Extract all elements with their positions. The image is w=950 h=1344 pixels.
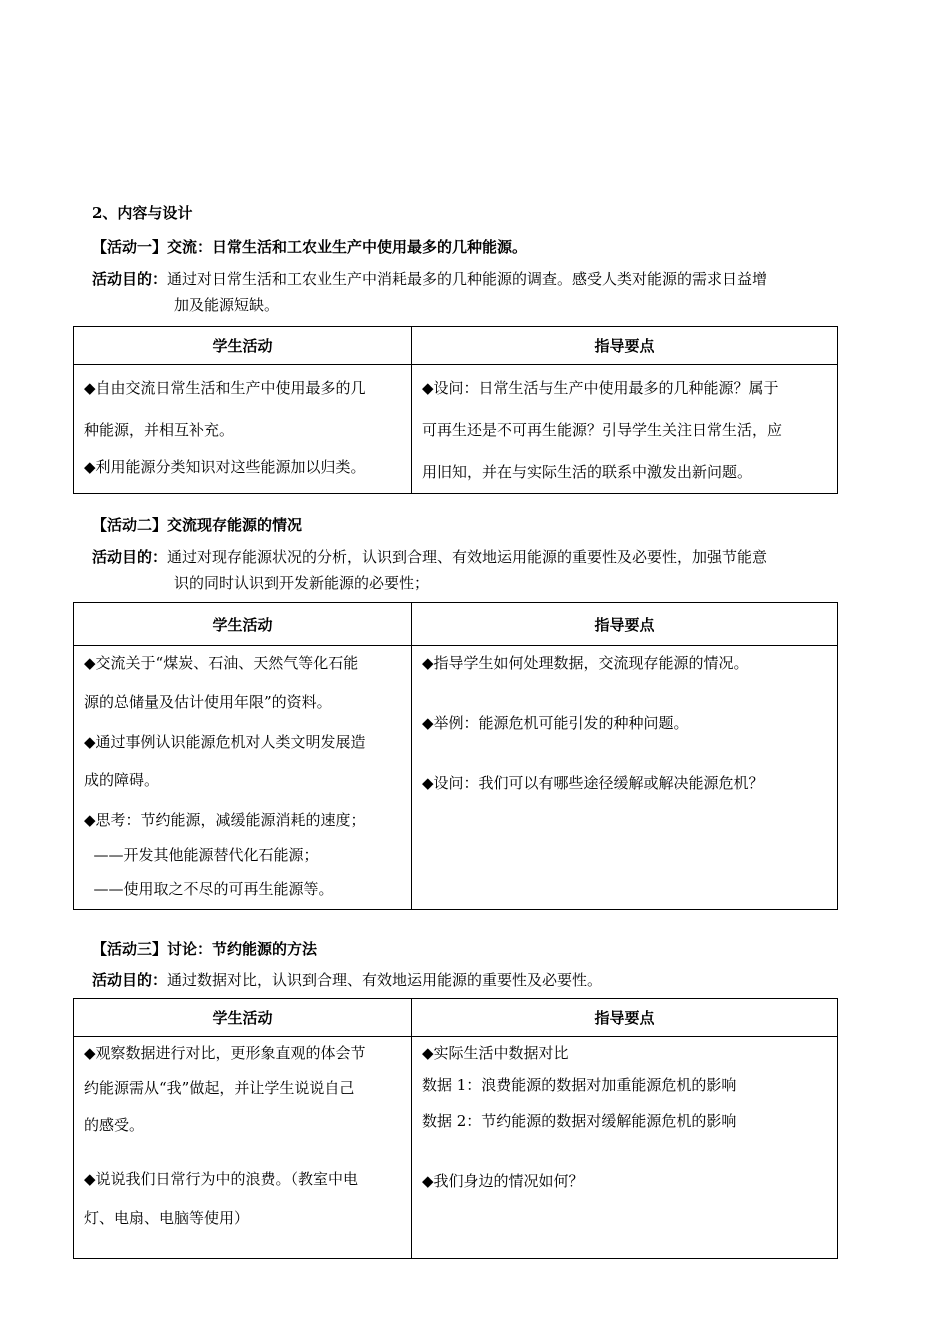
activity1-guide-line: 可再生还是不可再生能源？引导学生关注日常生活，应 <box>422 421 783 439</box>
activity2-title: 【活动二】交流现存能源的情况 <box>92 516 303 534</box>
activity3-guide-cell <box>412 1037 838 1259</box>
activity1-student-line: ◆自由交流日常生活和生产中使用最多的几 <box>84 379 366 397</box>
activity1-header-guide: 指导要点 <box>412 327 838 365</box>
activity2-purpose-label: 活动目的： <box>92 548 168 566</box>
activity2-student-line: 源的总储量及估计使用年限”的资料。 <box>84 693 332 711</box>
activity1-purpose-line2: 加及能源短缺。 <box>174 296 280 314</box>
activity3-student-line: 约能源需从“我”做起，并让学生说说自己 <box>84 1079 355 1097</box>
activity3-student-line: ◆说说我们日常行为中的浪费。（教室中电 <box>84 1170 359 1188</box>
activity3-guide-line: 数据 2：节约能源的数据对缓解能源危机的影响 <box>422 1112 737 1130</box>
activity1-guide-line: 用旧知，并在与实际生活的联系中激发出新问题。 <box>422 463 753 481</box>
activity3-student-cell <box>74 1037 412 1259</box>
activity2-student-line: ◆交流关于“煤炭、石油、天然气等化石能 <box>84 654 359 672</box>
activity3-student-line: ◆观察数据进行对比，更形象直观的体会节 <box>84 1044 366 1062</box>
activity2-student-line: ◆通过事例认识能源危机对人类文明发展造 <box>84 733 366 751</box>
activity3-guide-line: ◆实际生活中数据对比 <box>422 1044 569 1062</box>
activity1-guide-cell <box>412 365 838 494</box>
activity2-guide-line: ◆举例：能源危机可能引发的种种问题。 <box>422 714 689 732</box>
activity1-purpose-line1: 通过对日常生活和工农业生产中消耗最多的几种能源的调查。感受人类对能源的需求日益增 <box>167 270 768 288</box>
activity1-purpose <box>92 266 862 318</box>
activity3-purpose-line1: 通过数据对比，认识到合理、有效地运用能源的重要性及必要性。 <box>167 971 603 989</box>
section-title: 2、内容与设计 <box>92 204 193 222</box>
activity3-student-line: 灯、电扇、电脑等使用） <box>84 1209 250 1227</box>
activity3-title: 【活动三】讨论：节约能源的方法 <box>92 940 318 958</box>
activity1-student-cell <box>74 365 412 494</box>
activity2-student-line: ——开发其他能源替代化石能源； <box>84 846 319 864</box>
activity2-student-line: ——使用取之不尽的可再生能源等。 <box>84 880 334 898</box>
activity2-purpose-line1: 通过对现存能源状况的分析，认识到合理、有效地运用能源的重要性及必要性，加强节能意 <box>167 548 768 566</box>
activity2-header-student: 学生活动 <box>74 603 412 646</box>
activity2-guide-line: ◆指导学生如何处理数据，交流现存能源的情况。 <box>422 654 749 672</box>
activity1-student-line: ◆利用能源分类知识对这些能源加以归类。 <box>84 458 366 476</box>
activity3-purpose-label: 活动目的： <box>92 971 168 989</box>
activity2-student-line: ◆思考：节约能源，减缓能源消耗的速度； <box>84 811 366 829</box>
activity1-student-line: 种能源，并相互补充。 <box>84 421 235 439</box>
activity2-student-cell <box>74 646 412 910</box>
activity2-student-line: 成的障碍。 <box>84 771 160 789</box>
activity3-guide-line: 数据 1：浪费能源的数据对加重能源危机的影响 <box>422 1076 737 1094</box>
activity3-table <box>73 998 838 1259</box>
activity1-header-student: 学生活动 <box>74 327 412 365</box>
activity2-guide-cell <box>412 646 838 910</box>
activity3-purpose <box>92 967 862 993</box>
activity2-table <box>73 602 838 910</box>
activity2-guide-line: ◆设问：我们可以有哪些途径缓解或解决能源危机？ <box>422 774 764 792</box>
activity1-purpose-label: 活动目的： <box>92 270 168 288</box>
activity2-purpose-line2: 识的同时认识到开发新能源的必要性； <box>174 574 430 592</box>
activity3-header-student: 学生活动 <box>74 999 412 1037</box>
activity3-student-line: 的感受。 <box>84 1116 145 1134</box>
activity2-purpose <box>92 544 862 596</box>
activity3-header-guide: 指导要点 <box>412 999 838 1037</box>
activity1-guide-line: ◆设问：日常生活与生产中使用最多的几种能源？属于 <box>422 379 779 397</box>
activity3-guide-line: ◆我们身边的情况如何？ <box>422 1172 584 1190</box>
activity1-title: 【活动一】交流：日常生活和工农业生产中使用最多的几种能源。 <box>92 238 528 256</box>
activity2-header-guide: 指导要点 <box>412 603 838 646</box>
activity1-table <box>73 326 838 494</box>
